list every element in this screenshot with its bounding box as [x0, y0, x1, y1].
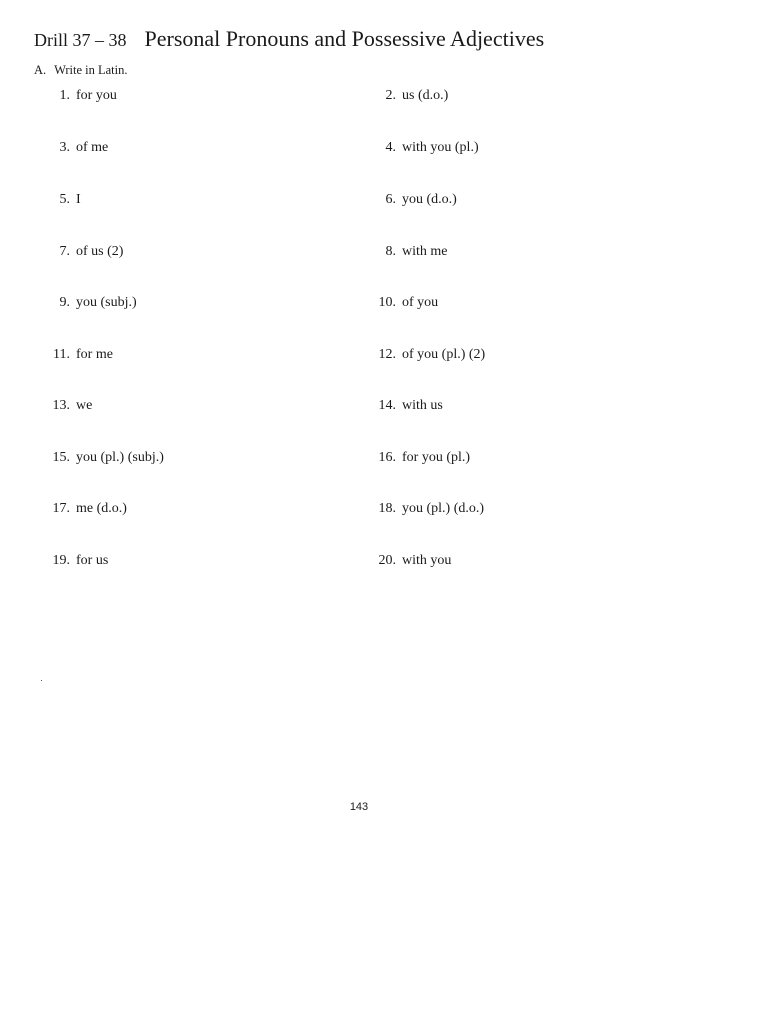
item-text: with me	[402, 244, 448, 259]
item-number: 10.	[378, 295, 396, 310]
exercise-item	[40, 347, 113, 363]
item-text: with us	[402, 398, 443, 413]
item-text: you (pl.) (d.o.)	[402, 501, 485, 516]
exercise-item	[366, 88, 448, 104]
exercise-item	[40, 295, 137, 311]
item-text: with you	[402, 553, 452, 568]
exercise-item	[40, 398, 92, 414]
exercise-item	[366, 553, 451, 569]
exercise-item	[366, 295, 438, 311]
item-number: 11.	[53, 347, 70, 362]
item-number: 17.	[52, 501, 70, 516]
item-number: 6.	[385, 192, 396, 207]
exercise-item	[40, 88, 117, 104]
instruction-text: Write in Latin.	[54, 63, 128, 77]
exercise-item	[40, 450, 164, 466]
item-text: of you (pl.) (2)	[402, 347, 486, 362]
item-number: 8.	[385, 244, 396, 259]
exercise-item	[366, 398, 443, 414]
item-number: 15.	[52, 450, 70, 465]
page-title: Personal Pronouns and Possessive Adjectives	[144, 26, 545, 51]
item-number: 1.	[59, 88, 70, 103]
exercise-item	[366, 501, 484, 517]
exercise-item	[40, 553, 108, 569]
page-number: 143	[349, 801, 369, 813]
item-number: 2.	[385, 88, 396, 103]
item-number: 20.	[378, 553, 396, 568]
item-number: 13.	[52, 398, 70, 413]
item-text: us (d.o.)	[402, 88, 449, 103]
item-number: 4.	[385, 140, 396, 155]
section-letter: A.	[34, 63, 47, 77]
item-text: you (subj.)	[76, 295, 137, 310]
exercise-item	[366, 192, 457, 208]
item-text: for you (pl.)	[402, 450, 471, 465]
item-text: of you	[402, 295, 439, 310]
item-number: 3.	[59, 140, 70, 155]
item-number: 16.	[378, 450, 396, 465]
exercise-item	[40, 501, 127, 517]
item-number: 18.	[378, 501, 396, 516]
drill-label: Drill 37 – 38	[34, 30, 127, 50]
scan-speck	[41, 680, 42, 681]
item-text: we	[76, 398, 93, 413]
item-number: 9.	[59, 295, 70, 310]
exercise-item	[366, 244, 448, 260]
exercise-item	[40, 192, 81, 208]
item-number: 14.	[378, 398, 396, 413]
item-number: 12.	[378, 347, 396, 362]
item-number: 5.	[59, 192, 70, 207]
item-text: for us	[76, 553, 109, 568]
exercise-item	[366, 450, 470, 466]
section-instruction	[34, 63, 128, 78]
item-text: you (pl.) (subj.)	[76, 450, 164, 465]
item-text: of us (2)	[76, 244, 124, 259]
item-text: I	[76, 192, 81, 207]
item-text: for you	[76, 88, 117, 103]
page-header	[34, 26, 544, 52]
exercise-item	[40, 244, 123, 260]
exercise-item	[366, 140, 479, 156]
exercise-item	[366, 347, 485, 363]
item-text: with you (pl.)	[402, 140, 479, 155]
item-text: you (d.o.)	[402, 192, 457, 207]
item-number: 7.	[59, 244, 70, 259]
exercise-item	[40, 140, 108, 156]
item-number: 19.	[52, 553, 70, 568]
item-text: me (d.o.)	[76, 501, 127, 516]
item-text: for me	[76, 347, 113, 362]
item-text: of me	[76, 140, 109, 155]
